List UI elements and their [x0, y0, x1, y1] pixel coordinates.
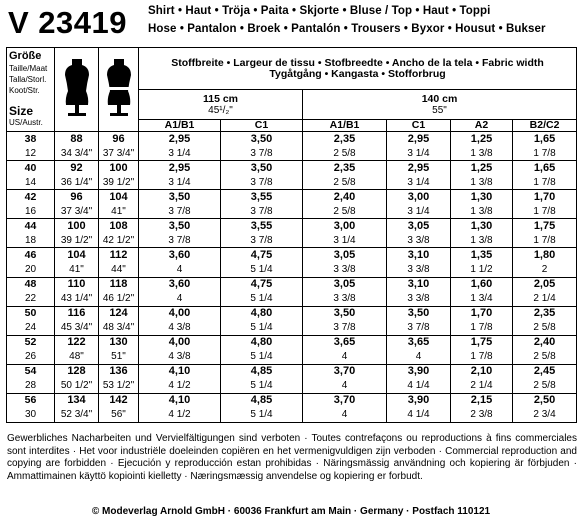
size-header: Größe Taille/Maat Talla/Storl. Koot/Str. Size US/Austr.	[7, 48, 55, 132]
yardage-meters: 1,65	[513, 132, 577, 147]
size-eu: 48	[7, 277, 55, 292]
yardage-yards: 5 1/4	[221, 408, 303, 423]
table-row-imperial	[7, 233, 577, 248]
hip-cm: 100	[99, 161, 139, 176]
hip-in: 51"	[99, 350, 139, 365]
table-row	[7, 132, 577, 147]
yardage-yards: 3 3/8	[387, 292, 451, 307]
table-row-imperial	[7, 350, 577, 365]
yardage-yards: 4	[139, 292, 221, 307]
yardage-meters: 3,60	[139, 277, 221, 292]
yardage-yards: 4	[139, 263, 221, 278]
yardage-yards: 2 3/4	[513, 408, 577, 423]
yardage-yards: 3 1/4	[139, 146, 221, 161]
bust-in: 36 1/4"	[55, 175, 99, 190]
yardage-yards: 3 3/8	[387, 233, 451, 248]
yardage-meters: 4,10	[139, 364, 221, 379]
size-us: 20	[7, 263, 55, 278]
hip-in: 48 3/4"	[99, 321, 139, 336]
yardage-meters: 3,05	[303, 248, 387, 263]
bust-in: 45 3/4"	[55, 321, 99, 336]
size-eu: 46	[7, 248, 55, 263]
hip-cm: 118	[99, 277, 139, 292]
pattern-code: V 23419	[8, 5, 127, 40]
yardage-yards: 3 7/8	[221, 146, 303, 161]
bust-cm: 134	[55, 393, 99, 408]
size-us: 14	[7, 175, 55, 190]
size-eu: 44	[7, 219, 55, 234]
garment-names-line1: Shirt • Haut • Tröja • Paita • Skjorte • Bluse / Top • Haut • Toppi	[148, 5, 491, 17]
yardage-meters: 2,15	[451, 393, 513, 408]
yardage-meters: 4,85	[221, 393, 303, 408]
bust-in: 34 3/4"	[55, 146, 99, 161]
yardage-meters: 3,70	[303, 393, 387, 408]
copyright-notice: Gewerbliches Nacharbeiten und Vervielfältigungen sind verboten · Toutes contrefaçons ou reproductions à fins commerciales sont interdites · Het voor industriële doeleinden copiëren en het vermenigvuldigen zijn verboden · Commercial reproduction and copying are forbidden · Ejecución y reproducción estan prohibidas · Näringsmässig användning och kopiering är förbjuden · Ammattimainen käyttö kopiointi kielletty · Næringsmæssig anvendelse og kopiering er forbudt.	[7, 433, 577, 482]
yardage-meters: 4,00	[139, 335, 221, 350]
yardage-yards: 4	[387, 350, 451, 365]
bust-cm: 122	[55, 335, 99, 350]
hip-cm: 130	[99, 335, 139, 350]
publisher-footer: © Modeverlag Arnold GmbH · 60036 Frankfurt am Main · Germany · Postfach 110121	[91, 506, 491, 517]
col-header: A1/B1	[303, 120, 387, 132]
yardage-meters: 2,35	[303, 132, 387, 147]
size-us: 28	[7, 379, 55, 394]
size-us: 30	[7, 408, 55, 423]
table-row	[7, 364, 577, 379]
bust-in: 37 3/4"	[55, 204, 99, 219]
size-us: 12	[7, 146, 55, 161]
yardage-yards: 1 3/8	[451, 175, 513, 190]
table-row	[7, 219, 577, 234]
yardage-yards: 3 1/4	[387, 146, 451, 161]
yardage-meters: 3,60	[139, 248, 221, 263]
yardage-meters: 4,85	[221, 364, 303, 379]
table-row	[7, 335, 577, 350]
hip-cm: 112	[99, 248, 139, 263]
yardage-yards: 5 1/4	[221, 263, 303, 278]
yardage-yards: 4	[303, 379, 387, 394]
hip-in: 56"	[99, 408, 139, 423]
yardage-yards: 3 7/8	[139, 204, 221, 219]
size-us: 16	[7, 204, 55, 219]
yardage-meters: 2,95	[387, 132, 451, 147]
bust-cm: 100	[55, 219, 99, 234]
yardage-meters: 3,50	[139, 219, 221, 234]
table-row	[7, 306, 577, 321]
yardage-yards: 3 7/8	[303, 321, 387, 336]
yardage-meters: 3,05	[303, 277, 387, 292]
size-eu: 54	[7, 364, 55, 379]
yardage-meters: 1,60	[451, 277, 513, 292]
size-eu: 52	[7, 335, 55, 350]
yardage-yards: 3 3/8	[303, 263, 387, 278]
yardage-meters: 3,10	[387, 277, 451, 292]
hip-in: 41"	[99, 204, 139, 219]
yardage-yards: 2 5/8	[303, 175, 387, 190]
yardage-meters: 3,00	[387, 190, 451, 205]
yardage-meters: 3,55	[221, 219, 303, 234]
size-eu: 42	[7, 190, 55, 205]
width-115-header: 115 cm 45¹/₂"	[139, 90, 303, 120]
yardage-meters: 3,50	[139, 190, 221, 205]
yardage-meters: 1,25	[451, 161, 513, 176]
hip-cm: 124	[99, 306, 139, 321]
table-row-imperial	[7, 204, 577, 219]
table-row-imperial	[7, 321, 577, 336]
size-eu: 50	[7, 306, 55, 321]
yardage-yards: 1 7/8	[451, 321, 513, 336]
hip-in: 44"	[99, 263, 139, 278]
yardage-yards: 2 5/8	[303, 204, 387, 219]
bust-cm: 110	[55, 277, 99, 292]
yardage-yards: 4	[303, 350, 387, 365]
yardage-meters: 2,35	[513, 306, 577, 321]
yardage-meters: 3,90	[387, 393, 451, 408]
size-us: 24	[7, 321, 55, 336]
yardage-meters: 2,05	[513, 277, 577, 292]
yardage-yards: 2 5/8	[513, 321, 577, 336]
yardage-meters: 2,95	[387, 161, 451, 176]
yardage-yards: 2 1/4	[513, 292, 577, 307]
fabric-width-heading: Stoffbreite • Largeur de tissu • Stofbreedte • Ancho de la tela • Fabric width Tygåtgång • Kangasta • Stofforbrug	[139, 48, 577, 90]
yardage-meters: 1,35	[451, 248, 513, 263]
bust-cm: 96	[55, 190, 99, 205]
yardage-meters: 3,50	[387, 306, 451, 321]
yardage-yards: 3 1/4	[139, 175, 221, 190]
bust-cm: 116	[55, 306, 99, 321]
yardage-meters: 2,45	[513, 364, 577, 379]
yardage-yards: 4 3/8	[139, 321, 221, 336]
yardage-meters: 1,70	[513, 190, 577, 205]
table-row-imperial	[7, 408, 577, 423]
width-140-header: 140 cm 55"	[303, 90, 577, 120]
hip-cm: 108	[99, 219, 139, 234]
table-row-imperial	[7, 175, 577, 190]
col-header: B2/C2	[513, 120, 577, 132]
yardage-meters: 2,35	[303, 161, 387, 176]
size-us: 26	[7, 350, 55, 365]
yardage-table	[6, 47, 577, 423]
table-row	[7, 161, 577, 176]
yardage-yards: 1 3/8	[451, 146, 513, 161]
col-header: A1/B1	[139, 120, 221, 132]
yardage-meters: 3,65	[387, 335, 451, 350]
yardage-yards: 4 1/2	[139, 408, 221, 423]
yardage-yards: 3 1/4	[387, 175, 451, 190]
yardage-meters: 2,95	[139, 132, 221, 147]
bust-cm: 88	[55, 132, 99, 147]
table-row-imperial	[7, 292, 577, 307]
yardage-yards: 3 7/8	[387, 321, 451, 336]
yardage-yards: 2	[513, 263, 577, 278]
size-eu: 38	[7, 132, 55, 147]
yardage-yards: 1 7/8	[513, 233, 577, 248]
yardage-meters: 3,90	[387, 364, 451, 379]
table-row	[7, 393, 577, 408]
yardage-yards: 1 3/8	[451, 233, 513, 248]
yardage-yards: 3 7/8	[221, 204, 303, 219]
yardage-meters: 2,40	[513, 335, 577, 350]
hip-cm: 136	[99, 364, 139, 379]
yardage-meters: 3,70	[303, 364, 387, 379]
yardage-yards: 2 1/4	[451, 379, 513, 394]
table-row-imperial	[7, 263, 577, 278]
size-us: 22	[7, 292, 55, 307]
table-row	[7, 248, 577, 263]
col-header: A2	[451, 120, 513, 132]
bust-cm: 104	[55, 248, 99, 263]
yardage-yards: 4 1/4	[387, 408, 451, 423]
yardage-yards: 5 1/4	[221, 379, 303, 394]
yardage-meters: 3,50	[221, 161, 303, 176]
yardage-meters: 1,30	[451, 190, 513, 205]
yardage-meters: 3,50	[303, 306, 387, 321]
yardage-meters: 4,75	[221, 277, 303, 292]
yardage-meters: 2,50	[513, 393, 577, 408]
yardage-meters: 4,80	[221, 335, 303, 350]
yardage-yards: 3 3/8	[303, 292, 387, 307]
yardage-yards: 2 5/8	[513, 350, 577, 365]
hip-figure-icon	[99, 48, 139, 132]
yardage-yards: 4 1/4	[387, 379, 451, 394]
yardage-meters: 3,55	[221, 190, 303, 205]
yardage-meters: 1,30	[451, 219, 513, 234]
yardage-meters: 4,75	[221, 248, 303, 263]
bust-in: 48"	[55, 350, 99, 365]
bust-cm: 92	[55, 161, 99, 176]
yardage-yards: 4	[303, 408, 387, 423]
yardage-meters: 3,10	[387, 248, 451, 263]
yardage-meters: 1,65	[513, 161, 577, 176]
bust-in: 39 1/2"	[55, 233, 99, 248]
yardage-yards: 2 5/8	[303, 146, 387, 161]
hip-in: 42 1/2"	[99, 233, 139, 248]
bust-in: 50 1/2"	[55, 379, 99, 394]
yardage-yards: 5 1/4	[221, 321, 303, 336]
yardage-yards: 3 1/4	[387, 204, 451, 219]
bust-in: 52 3/4"	[55, 408, 99, 423]
yardage-yards: 3 7/8	[221, 175, 303, 190]
header	[0, 0, 582, 44]
yardage-meters: 3,65	[303, 335, 387, 350]
size-eu: 56	[7, 393, 55, 408]
yardage-meters: 1,75	[513, 219, 577, 234]
yardage-yards: 3 7/8	[139, 233, 221, 248]
table-row	[7, 190, 577, 205]
yardage-meters: 3,50	[221, 132, 303, 147]
yardage-meters: 3,00	[303, 219, 387, 234]
hip-in: 39 1/2"	[99, 175, 139, 190]
bust-cm: 128	[55, 364, 99, 379]
yardage-yards: 1 3/8	[451, 204, 513, 219]
yardage-meters: 4,80	[221, 306, 303, 321]
yardage-meters: 1,25	[451, 132, 513, 147]
yardage-yards: 1 1/2	[451, 263, 513, 278]
size-us: 18	[7, 233, 55, 248]
hip-in: 46 1/2"	[99, 292, 139, 307]
yardage-meters: 1,70	[451, 306, 513, 321]
hip-cm: 104	[99, 190, 139, 205]
yardage-yards: 1 7/8	[513, 204, 577, 219]
table-row-imperial	[7, 146, 577, 161]
yardage-yards: 2 3/8	[451, 408, 513, 423]
hip-cm: 142	[99, 393, 139, 408]
yardage-meters: 2,40	[303, 190, 387, 205]
yardage-meters: 2,10	[451, 364, 513, 379]
hip-in: 37 3/4"	[99, 146, 139, 161]
col-header: C1	[387, 120, 451, 132]
yardage-meters: 1,80	[513, 248, 577, 263]
yardage-yards: 5 1/4	[221, 292, 303, 307]
yardage-yards: 3 1/4	[303, 233, 387, 248]
yardage-yards: 3 3/8	[387, 263, 451, 278]
yardage-yards: 4 3/8	[139, 350, 221, 365]
garment-names-line2: Hose • Pantalon • Broek • Pantalón • Trousers • Byxor • Housut • Bukser	[148, 23, 546, 35]
table-row	[7, 277, 577, 292]
bust-in: 43 1/4"	[55, 292, 99, 307]
yardage-meters: 2,95	[139, 161, 221, 176]
hip-cm: 96	[99, 132, 139, 147]
size-eu: 40	[7, 161, 55, 176]
yardage-yards: 5 1/4	[221, 350, 303, 365]
yardage-yards: 1 7/8	[513, 175, 577, 190]
table-row-imperial	[7, 379, 577, 394]
yardage-yards: 1 7/8	[513, 146, 577, 161]
yardage-yards: 4 1/2	[139, 379, 221, 394]
yardage-yards: 3 7/8	[221, 233, 303, 248]
bust-figure-icon	[55, 48, 99, 132]
bust-in: 41"	[55, 263, 99, 278]
yardage-meters: 3,05	[387, 219, 451, 234]
yardage-meters: 1,75	[451, 335, 513, 350]
hip-in: 53 1/2"	[99, 379, 139, 394]
yardage-yards: 1 3/4	[451, 292, 513, 307]
yardage-yards: 2 5/8	[513, 379, 577, 394]
col-header: C1	[221, 120, 303, 132]
yardage-meters: 4,10	[139, 393, 221, 408]
yardage-yards: 1 7/8	[451, 350, 513, 365]
yardage-meters: 4,00	[139, 306, 221, 321]
